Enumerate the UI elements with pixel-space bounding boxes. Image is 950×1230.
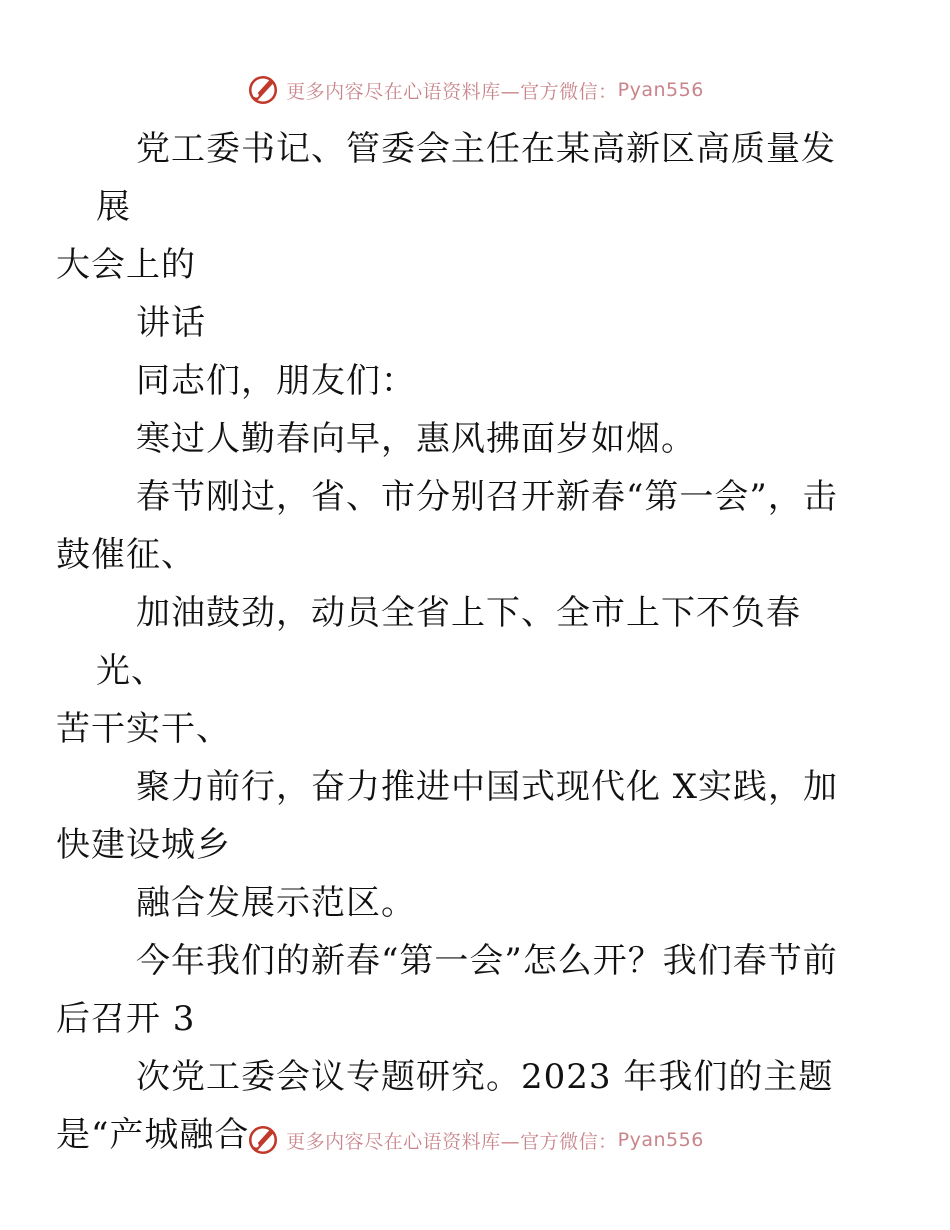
paragraph-line: 融合发展示范区。 [136, 883, 416, 923]
quill-logo-icon [246, 73, 280, 107]
paragraph-line: 大会上的 [56, 245, 196, 285]
paragraph-line: 寒过人勤春向早，惠风拂面岁如烟。 [136, 419, 696, 459]
watermark-id: Pyan556 [617, 1129, 704, 1151]
paragraph-line: 鼓催征、 [56, 535, 196, 575]
paragraph-line: 讲话 [136, 303, 206, 343]
paragraph-line: 苦干实干、 [56, 709, 231, 749]
paragraph [56, 584, 856, 758]
paragraph-line: 聚力前行，奋力推进中国式现代化 X实践，加 [136, 767, 839, 807]
watermark-footer [0, 1120, 950, 1160]
document-body [56, 120, 856, 1164]
paragraph-line: 春节刚过，省、市分别召开新春“第一会”，击 [136, 477, 838, 517]
paragraph [96, 294, 856, 352]
paragraph-line: 次党工委会议专题研究。2023 年我们的主题 [136, 1057, 834, 1097]
paragraph-line: 后召开 3 [56, 999, 196, 1039]
paragraph [56, 120, 856, 294]
paragraph [96, 352, 856, 410]
paragraph [56, 932, 856, 1048]
paragraph [96, 410, 856, 468]
paragraph-line: 今年我们的新春“第一会”怎么开？我们春节前 [136, 941, 838, 981]
paragraph-line: 是“产城融合 [56, 1115, 250, 1155]
paragraph-line: 同志们，朋友们： [136, 361, 416, 401]
paragraph-line: 党工委书记、管委会主任在某高新区高质量发展 [96, 129, 836, 227]
watermark-text: 更多内容尽在心语资料库—官方微信： [286, 80, 618, 103]
paragraph [96, 874, 856, 932]
quill-logo-icon [246, 1123, 280, 1157]
watermark-id: Pyan556 [617, 79, 704, 101]
watermark-header [0, 70, 950, 110]
paragraph [56, 758, 856, 874]
paragraph [56, 468, 856, 584]
paragraph-line: 快建设城乡 [56, 825, 231, 865]
watermark-text: 更多内容尽在心语资料库—官方微信： [286, 1130, 618, 1153]
paragraph-line: 加油鼓劲，动员全省上下、全市上下不负春光、 [96, 593, 801, 691]
